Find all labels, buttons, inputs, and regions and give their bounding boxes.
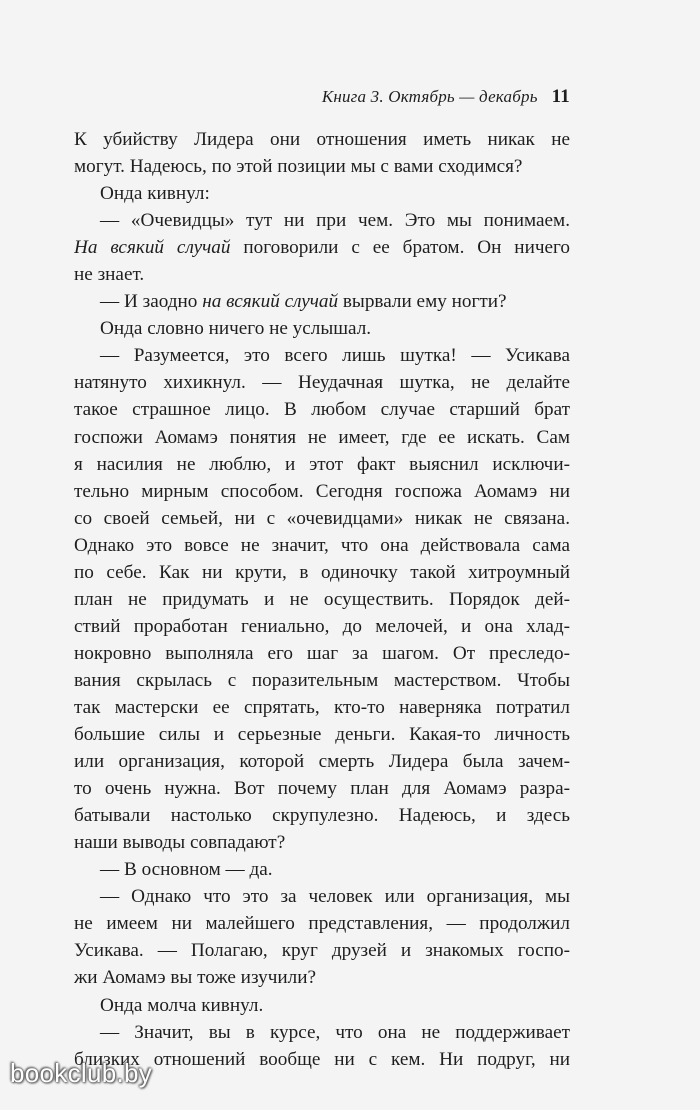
text-line (74, 234, 570, 261)
text-segment: — Разумеется, это всего лишь шутка! — Усикава (100, 345, 570, 367)
text-line (74, 288, 570, 315)
text-line (74, 883, 570, 910)
text-segment: большие силы и серьезные деньги. Какая-то личность (74, 724, 570, 746)
text-line (74, 937, 570, 964)
text-line (74, 964, 570, 991)
text-segment: так мастерски ее спрятать, кто-то наверняка потратил (74, 696, 570, 718)
text-segment: тельно мирным способом. Сегодня госпожа Аомамэ ни (74, 480, 570, 502)
text-segment: или организация, которой смерть Лидера была зачем- (74, 751, 570, 773)
text-line (74, 451, 570, 478)
text-line (74, 992, 570, 1019)
text-segment: нокровно выполняла его шаг за шагом. От преследо- (74, 642, 570, 664)
text-segment: — И заодно (100, 291, 203, 313)
text-segment: батывали настолько скрупулезно. Надеюсь, и здесь (74, 805, 570, 827)
text-line (74, 261, 570, 288)
text-segment: — В основном — да. (100, 859, 273, 881)
text-segment: такое страшное лицо. В любом случае старший брат (74, 399, 570, 421)
text-line (74, 153, 570, 180)
text-line (74, 694, 570, 721)
text-segment: могут. Надеюсь, по этой позиции мы с вами сходимся? (74, 156, 523, 178)
text-line (74, 856, 570, 883)
text-line (74, 667, 570, 694)
text-segment: — «Очевидцы» тут ни при чем. Это мы понимаем. (100, 210, 570, 232)
text-line (74, 369, 570, 396)
running-head (74, 86, 570, 108)
running-title: Книга 3. Октябрь — декабрь (321, 87, 538, 106)
text-segment: Усикава. — Полагаю, круг друзей и знакомых госпо- (74, 940, 570, 962)
text-line (74, 478, 570, 505)
text-line (74, 180, 570, 207)
body-text (74, 126, 570, 1073)
text-segment: не имеем ни малейшего представления, — продолжил (74, 913, 570, 935)
text-line (74, 721, 570, 748)
text-line (74, 613, 570, 640)
text-line (74, 775, 570, 802)
text-segment: я насилия не люблю, и этот факт выяснил исключи- (74, 453, 570, 475)
text-line (74, 126, 570, 153)
text-segment: Онда кивнул: (100, 183, 210, 205)
text-line (74, 424, 570, 451)
text-line (74, 505, 570, 532)
text-line (74, 829, 570, 856)
text-segment: жи Аомамэ вы тоже изучили? (74, 967, 316, 989)
text-line (74, 748, 570, 775)
text-segment: наши выводы совпадают? (74, 832, 286, 854)
text-segment: со своей семьей, ни с «очевидцами» никак не связана. (74, 507, 570, 529)
text-line (74, 342, 570, 369)
text-segment: К убийству Лидера они отношения иметь никак не (74, 129, 570, 150)
text-segment: натянуто хихикнул. — Неудачная шутка, не делайте (74, 372, 570, 394)
text-line (74, 315, 570, 342)
italic-phrase: На всякий случай (74, 237, 231, 259)
page-number: 11 (551, 86, 570, 107)
text-segment: ствий проработан гениально, до мелочей, и она хлад- (74, 615, 570, 637)
text-segment: по себе. Как ни крути, в одиночку такой хитроумный (74, 561, 570, 583)
watermark-logo: bookclub.by (10, 1058, 153, 1088)
italic-phrase: на всякий случай (202, 291, 339, 313)
text-segment: Однако это вовсе не значит, что она действовала сама (74, 534, 570, 556)
text-segment: Онда молча кивнул. (100, 994, 264, 1016)
text-line (74, 1019, 570, 1046)
text-segment: — Однако что это за человек или организация, мы (100, 886, 570, 908)
text-segment: план не придумать и не осуществить. Порядок дей- (74, 588, 570, 610)
text-segment: поговорили с ее братом. Он ничего (230, 237, 570, 259)
text-line (74, 910, 570, 937)
text-line (74, 396, 570, 423)
text-segment: вания скрылась с поразительным мастерством. Чтобы (74, 669, 570, 691)
text-line (74, 532, 570, 559)
text-segment: госпожи Аомамэ понятия не имеет, где ее искать. Сам (74, 426, 570, 448)
text-line (74, 559, 570, 586)
text-segment: Онда словно ничего не услышал. (100, 318, 372, 340)
text-segment: не знает. (74, 264, 145, 286)
text-line (74, 207, 570, 234)
text-line (74, 586, 570, 613)
text-line (74, 640, 570, 667)
text-line (74, 802, 570, 829)
text-segment: то очень нужна. Вот почему план для Аомамэ разра- (74, 778, 570, 800)
text-segment: — Значит, вы в курсе, что она не поддерживает (100, 1021, 570, 1043)
text-segment: вырвали ему ногти? (338, 291, 507, 313)
text-segment: близких отношений вообще ни с кем. Ни подруг, ни (74, 1048, 570, 1070)
